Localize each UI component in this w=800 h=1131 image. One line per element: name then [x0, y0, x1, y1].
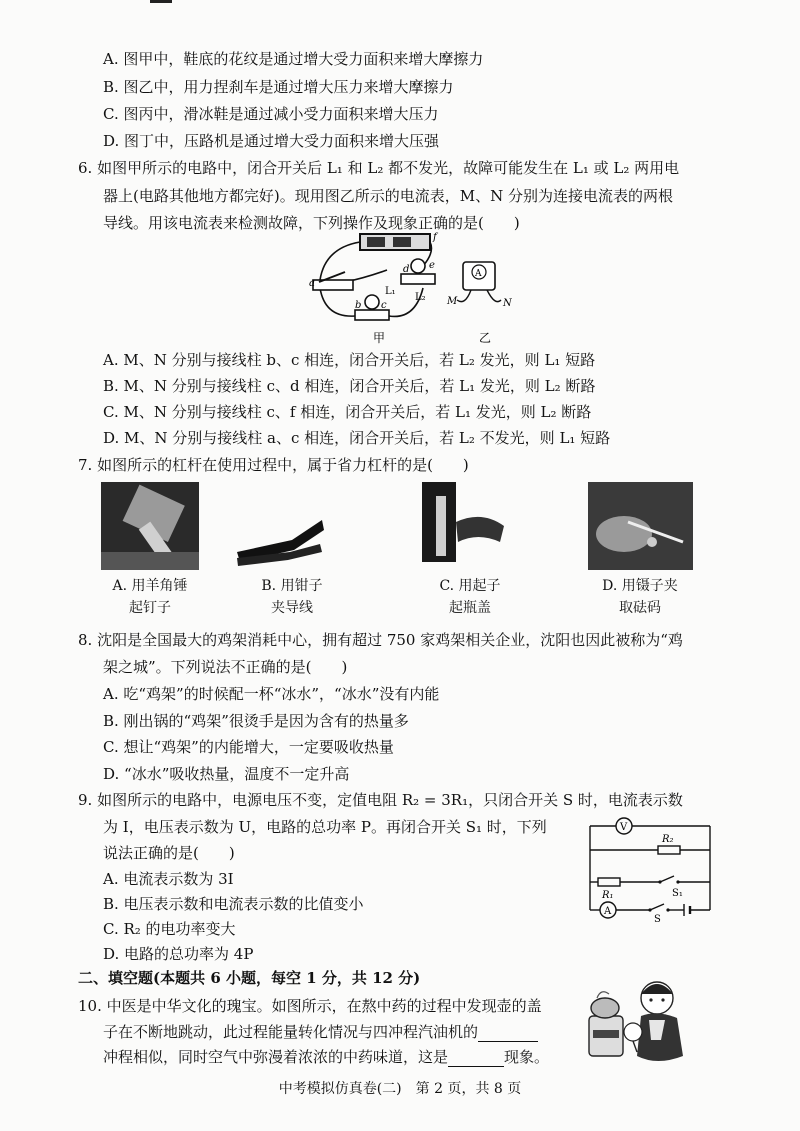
q8-stem-line1: 8. 沈阳是全国最大的鸡架消耗中心，拥有超过 750 家鸡架相关企业，沈阳也因此被称为“鸡 — [78, 631, 683, 649]
q8-option-a: A. 吃“鸡架”的时候配一杯“冰水”，“冰水”没有内能 — [103, 685, 440, 703]
q8-option-c: C. 想让“鸡架”的内能增大，一定要吸收热量 — [103, 738, 394, 756]
q6-stem-line1: 6. 如图甲所示的电路中，闭合开关后 L₁ 和 L₂ 都不发光，故障可能发生在 L₁ 或 L₂ 两用电 — [78, 159, 680, 177]
q8-option-d: D. “冰水”吸收热量，温度不一定升高 — [103, 765, 350, 783]
q9-option-b: B. 电压表示数和电流表示数的比值变小 — [103, 895, 364, 913]
q7-caption-a — [90, 575, 210, 619]
q9-stem-line1: 9. 如图所示的电路中，电源电压不变，定值电阻 R₂ = 3R₁，只闭合开关 S 时，电流表示数 — [78, 791, 683, 809]
label-l1: L₁ — [385, 286, 396, 297]
q7-caption-a-line1: A. 用羊角锤 — [112, 578, 188, 594]
q5-option-c: C. 图丙中，滑冰鞋是通过减小受力面积来增大压力 — [103, 105, 439, 123]
page-top-mark — [150, 0, 172, 3]
q5-option-d: D. 图丁中，压路机是通过增大受力面积来增大压强 — [103, 132, 440, 150]
s1-label: S₁ — [672, 888, 683, 899]
figure-yi-caption: 乙 — [479, 331, 492, 345]
ammeter-label: A — [604, 906, 612, 917]
q10-line3 — [103, 1047, 549, 1067]
label-f: f — [433, 232, 437, 243]
q10-illustration — [585, 976, 695, 1068]
q7-caption-c-line1: C. 用起子 — [439, 578, 501, 594]
q7-caption-a-line2: 起钉子 — [129, 600, 171, 616]
q7-caption-c-line2: 起瓶盖 — [449, 600, 491, 616]
answer-blank-2[interactable] — [448, 1050, 504, 1067]
q9-circuit-figure — [580, 812, 720, 922]
q8-stem-line2: 架之城”。下列说法不正确的是( ) — [103, 658, 348, 676]
q7-photo-tweezers — [588, 482, 693, 570]
label-e: e — [429, 260, 435, 271]
q7-photo-pliers — [232, 510, 327, 570]
q7-caption-d-line2: 取砝码 — [619, 600, 661, 616]
q10-line2 — [103, 1022, 538, 1042]
q6-stem-line2: 器上(电路其他地方都完好)。现用图乙所示的电流表，M、N 分别为连接电流表的两根 — [103, 187, 673, 205]
q7-photo-opener — [412, 482, 508, 570]
q6-option-c: C. M、N 分别与接线柱 c、f 相连，闭合开关后，若 L₁ 发光，则 L₂ 断路 — [103, 403, 592, 421]
label-c: c — [381, 300, 387, 311]
q7-caption-d — [580, 575, 700, 619]
q9-option-d: D. 电路的总功率为 4P — [103, 945, 254, 963]
q9-stem-line3: 说法正确的是( ) — [103, 844, 235, 862]
label-l2: L₂ — [415, 292, 426, 303]
section-2-heading: 二、填空题(本题共 6 小题，每空 1 分，共 12 分) — [78, 969, 421, 987]
label-d: d — [403, 264, 410, 275]
q6-option-b: B. M、N 分别与接线柱 c、d 相连，闭合开关后，若 L₁ 发光，则 L₂ 断路 — [103, 377, 596, 395]
q9-option-c: C. R₂ 的电功率变大 — [103, 920, 236, 938]
answer-blank-1[interactable] — [478, 1025, 538, 1042]
q7-stem: 7. 如图所示的杠杆在使用过程中，属于省力杠杆的是( ) — [78, 456, 469, 474]
q7-caption-b-line2: 夹导线 — [271, 600, 313, 616]
q6-option-a: A. M、N 分别与接线柱 b、c 相连，闭合开关后，若 L₂ 发光，则 L₁ 短路 — [103, 351, 596, 369]
label-a: a — [309, 278, 315, 289]
q6-circuit-figure — [305, 228, 525, 348]
s-label: S — [654, 914, 661, 922]
q6-option-d: D. M、N 分别与接线柱 a、c 相连，闭合开关后，若 L₂ 不发光，则 L₁ 短路 — [103, 429, 611, 447]
q10-line2-text: 子在不断地跳动，此过程能量转化情况与四冲程汽油机的 — [103, 1023, 479, 1041]
q9-option-a: A. 电流表示数为 3I — [103, 870, 234, 888]
voltmeter-label: V — [620, 822, 628, 833]
label-n: N — [503, 298, 512, 309]
label-b: b — [355, 300, 362, 311]
page-footer: 中考模拟仿真卷(二) 第 2 页，共 8 页 — [278, 1081, 522, 1097]
svg-text:A: A — [475, 269, 482, 279]
label-m: M — [447, 296, 458, 307]
q6-stem-line3: 导线。用该电流表来检测故障，下列操作及现象正确的是( ) — [103, 214, 520, 232]
q7-caption-b-line1: B. 用钳子 — [261, 578, 323, 594]
q7-caption-b — [232, 575, 352, 619]
q9-stem-line2: 为 I，电压表示数为 U，电路的总功率 P。再闭合开关 S₁ 时，下列 — [103, 818, 547, 836]
q7-caption-d-line1: D. 用镊子夹 — [602, 578, 678, 594]
q5-option-b: B. 图乙中，用力捏刹车是通过增大压力来增大摩擦力 — [103, 78, 454, 96]
q7-photo-hammer — [101, 482, 199, 570]
r2-label: R₂ — [662, 834, 674, 845]
q10-line3-text: 冲程相似，同时空气中弥漫着浓浓的中药味道，这是 — [103, 1048, 449, 1066]
q5-option-a: A. 图甲中，鞋底的花纹是通过增大受力面积来增大摩擦力 — [103, 50, 484, 68]
q8-option-b: B. 刚出锅的“鸡架”很烫手是因为含有的热量多 — [103, 712, 409, 730]
q10-line3-tail: 现象。 — [504, 1048, 550, 1066]
figure-jia-caption: 甲 — [373, 331, 386, 345]
r1-label: R₁ — [602, 890, 614, 901]
q10-line1: 10. 中医是中华文化的瑰宝。如图所示，在熬中药的过程中发现壶的盖 — [78, 997, 542, 1015]
q7-caption-c — [410, 575, 530, 619]
